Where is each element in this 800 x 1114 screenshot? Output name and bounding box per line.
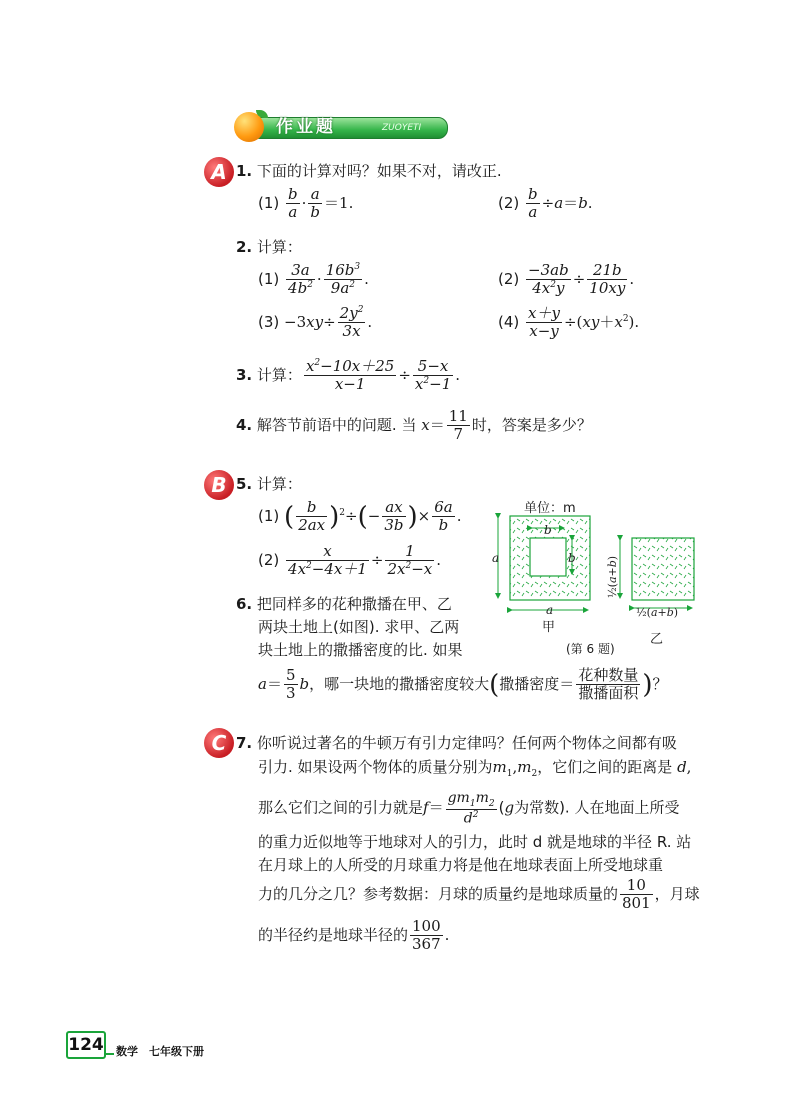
q5-part-1: (1) ( $\frac{b}{2ax}$ )$^2$÷(− $\frac{ax}{3b}$ )× $\frac{6a}{b}$ . — [258, 498, 462, 535]
section-header — [232, 112, 448, 142]
plot-jia-hole — [530, 538, 566, 576]
question-text: 的半径约是地球半径的 — [258, 925, 409, 944]
question-7-line-5: 在月球上的人所受的月球重力将是他在地球表面上所受地球重 — [258, 856, 664, 874]
question-stem: 解答节前语中的问题. 当 — [256, 415, 417, 434]
fraction: $\frac{5}{3}$ — [285, 666, 296, 703]
question-text: 那么它们之间的引力就是 — [258, 798, 424, 817]
fraction: $\frac{-3ab}{4x^2y}$ — [528, 261, 569, 298]
question-5 — [236, 477, 302, 492]
fraction: $\frac{3a}{4b^2}$ — [288, 261, 313, 298]
footer-rule — [104, 1053, 114, 1055]
q2-part-1: (1) $\frac{3a}{4b^2}$ · $\frac{16b^3}{9a^2}$ . — [258, 261, 369, 298]
fraction — [620, 877, 653, 913]
question-text: ，它们之间的距离是 — [537, 758, 673, 776]
fraction-numerator: 100 — [412, 917, 441, 935]
fraction: $\frac{2y^2}{3x}$ — [339, 304, 364, 341]
question-3: 3. 计算： $\frac{x^2-10x+25}{x-1}$ ÷ $\frac{5-x}{x^2-1}$ . — [236, 357, 461, 394]
q1-part-2: (2) $\frac{b}{a}$ ÷a＝b. — [498, 185, 593, 222]
dim-b-top: b — [544, 523, 552, 537]
fraction: $\frac{a}{b}$ — [310, 185, 321, 222]
fraction: $\frac{16b^3}{9a^2}$ — [325, 261, 361, 298]
question-text: 你听说过著名的牛顿万有引力定律吗？任何两个物体之间都有吸 — [256, 734, 677, 752]
question-7-line-3: 那么它们之间的引力就是f＝ $\frac{gm_1m_2}{d^2}$ (g为常数). 人在地面上所受 — [258, 790, 680, 827]
fraction: $\frac{b}{2ax}$ — [298, 498, 326, 535]
fraction: $\frac{1}{2x^2-x}$ — [387, 542, 433, 579]
q5-part-2: (2) $\frac{x}{4x^2-4x+1}$ ÷ $\frac{1}{2x^2-x}$ . — [258, 542, 442, 579]
question-7-line-2: 引力. 如果设两个物体的质量分别为$m_1,m_2$，它们之间的距离是 d, — [258, 758, 692, 779]
header-title: 作业题 — [276, 117, 336, 137]
question-2 — [236, 240, 302, 255]
question-number: 6. — [236, 595, 253, 613]
question-text: ，哪一块地的撒播密度较大 — [309, 674, 490, 693]
q1-part-1: (1) $\frac{b}{a}$ · $\frac{a}{b}$ ＝1. — [258, 185, 354, 222]
density-denominator: 撒播面积 — [578, 684, 639, 703]
footer-book-title: 数学 七年级下册 — [116, 1045, 204, 1058]
density-numerator: 花种数量 — [578, 666, 639, 684]
density-label: 撒播密度＝ — [499, 674, 575, 693]
question-number: 7. — [236, 734, 253, 752]
fraction: $\frac{x+y}{x-y}$ — [528, 304, 560, 341]
question-6-line-2: 两块土地上(如图). 求甲、乙两 — [258, 618, 460, 636]
fraction-denominator: 801 — [622, 894, 651, 913]
part-label: (2) — [498, 193, 520, 212]
dim-a-vertical: a — [492, 551, 500, 565]
question-text: 力的几分之几？参考数据：月球的质量约是地球质量的 — [258, 884, 619, 903]
fraction: $\frac{x}{4x^2-4x+1}$ — [288, 542, 367, 579]
fraction: $\frac{b}{a}$ — [288, 185, 298, 222]
header-pinyin: ZUOYETI — [382, 123, 422, 133]
fraction: $\frac{x^2-10x+25}{x-1}$ — [305, 357, 395, 394]
question-stem: 下面的计算对吗？如果不对，请改正. — [256, 162, 502, 180]
question-text: ，月球 — [654, 884, 700, 903]
question-number: 2. — [236, 238, 253, 256]
fraction: $\frac{ax}{3b}$ — [384, 498, 404, 535]
question-1 — [236, 164, 502, 179]
question-6-line-4: a＝ $\frac{5}{3}$ b，哪一块地的撒播密度较大(撒播密度＝ $\frac{\text{花种数量}}{\text{撒播面积}}$ )？ — [258, 666, 668, 703]
figure-caption: (第 6 题) — [566, 642, 615, 656]
question-stem: 计算： — [256, 475, 302, 493]
level-c-badge: C — [204, 728, 234, 758]
part-label: (1) — [258, 193, 280, 212]
question-6-line-3: 块土地上的撒播密度的比. 如果 — [258, 641, 463, 659]
part-label: (2) — [498, 269, 520, 288]
question-number: 5. — [236, 475, 253, 493]
question-7-line-6 — [258, 877, 700, 913]
question-tail: ？ — [652, 674, 668, 693]
figure-label-jia: 甲 — [542, 620, 556, 635]
figure-q6 — [480, 508, 710, 638]
question-number: 3. — [236, 365, 253, 384]
fraction: $\frac{b}{a}$ — [528, 185, 538, 222]
fraction-numerator: 10 — [626, 876, 646, 894]
question-text: 为常数). 人在地面上所受 — [514, 798, 680, 817]
dim-half-apb-vertical: ½(a+b) — [606, 555, 619, 598]
fraction: $\frac{21b}{10xy}$ — [589, 261, 626, 298]
question-tail: 时，答案是多少？ — [471, 415, 592, 434]
q2-part-3: (3) −3xy÷ $\frac{2y^2}{3x}$ . — [258, 304, 373, 341]
gravity-formula: $\frac{gm_1m_2}{d^2}$ — [447, 790, 495, 827]
fraction: $\frac{6a}{b}$ — [434, 498, 453, 535]
figure-label-yi: 乙 — [650, 632, 664, 647]
page-number-box — [66, 1031, 106, 1059]
part-label: (4) — [498, 312, 520, 331]
q2-part-2: (2) $\frac{-3ab}{4x^2y}$ ÷ $\frac{21b}{10xy}$ . — [498, 261, 635, 298]
level-a-badge: A — [204, 157, 234, 187]
dim-b-side: b — [568, 551, 576, 565]
question-number: 1. — [236, 162, 253, 180]
question-number: 4. — [236, 415, 253, 434]
question-stem: 计算： — [256, 238, 302, 256]
fraction — [410, 918, 443, 954]
question-6-line-1 — [236, 597, 452, 612]
fraction-denominator: 367 — [412, 935, 441, 954]
question-text: 把同样多的花种撒播在甲、乙 — [256, 595, 452, 613]
fraction: $\frac{11}{7}$ — [448, 407, 468, 444]
question-stem: 计算： — [256, 365, 302, 384]
fraction: $\frac{5-x}{x^2-1}$ — [414, 357, 452, 394]
part-label: (1) — [258, 269, 280, 288]
question-text: 引力. 如果设两个物体的质量分别为 — [258, 758, 493, 776]
figure-unit-label: 单位：m — [524, 501, 576, 516]
part-label: (2) — [258, 550, 280, 569]
question-7-line-4: 的重力近似地等于地球对人的引力，此时 d 就是地球的半径 R. 站 — [258, 833, 692, 851]
page-number: 124 — [68, 1035, 104, 1055]
density-fraction — [576, 667, 640, 703]
level-b-badge: B — [204, 470, 234, 500]
q2-part-4: (4) $\frac{x+y}{x-y}$ $\div(xy+x^2)$. — [498, 304, 640, 341]
plot-yi — [632, 538, 694, 600]
dim-a-bottom: a — [546, 603, 554, 617]
dim-half-apb-horizontal: ½(a+b) — [636, 606, 679, 619]
question-4: 4. 解答节前语中的问题. 当 x＝ $\frac{11}{7}$ 时，答案是多少？ — [236, 407, 592, 444]
part-label: (1) — [258, 506, 280, 525]
question-7-line-1 — [236, 736, 677, 751]
question-7-line-7: 的半径约是地球半径的 $\frac{100}{367}$ . — [258, 917, 450, 954]
part-label: (3) — [258, 312, 280, 331]
